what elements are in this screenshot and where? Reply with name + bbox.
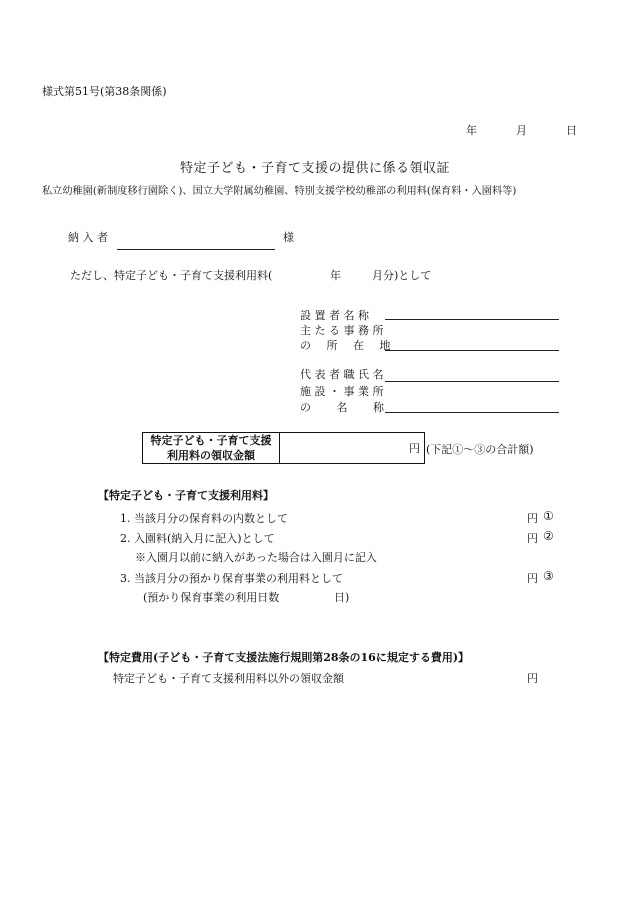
section1-days-text: (預かり保育事業の利用日数 — [143, 591, 280, 604]
facility-name-label: の 名 称 — [300, 401, 384, 414]
location-line — [385, 350, 559, 351]
installer-name-line — [385, 319, 559, 320]
receipt-amount-box — [142, 432, 425, 464]
receipt-amount-label-line1: 特定子ども・子育て支援 — [150, 434, 272, 447]
payer-name-line — [117, 249, 275, 250]
section2-heading: 【特定費用(子ども・子育て支援法施行規則第28条の16に規定する費用)】 — [98, 651, 470, 664]
receipt-amount-value-cell — [280, 433, 425, 464]
section1-item1-marker: ① — [543, 509, 554, 523]
receipt-amount-currency: 円 — [409, 442, 420, 455]
section1-item2-marker: ② — [543, 529, 554, 543]
section1-item3-currency: 円 — [527, 572, 538, 585]
form-number: 様式第51号(第38条関係) — [42, 85, 167, 98]
date-day-label: 日 — [566, 124, 577, 137]
section1-heading: 【特定子ども・子育て支援利用料】 — [98, 489, 274, 502]
section1-item2-currency: 円 — [527, 532, 538, 545]
section1-item1-currency: 円 — [527, 512, 538, 525]
payer-honorific: 様 — [283, 231, 294, 244]
proviso-month-suffix: 月分)として — [372, 269, 432, 282]
document-subtitle: 私立幼稚園(新制度移行園除く)、国立大学附属幼稚園、特別支援学校幼稚部の利用料(保育料・入園料等) — [42, 186, 517, 197]
section1-days-suffix: 日) — [334, 591, 350, 604]
proviso-year: 年 — [330, 269, 341, 282]
representative-line — [385, 381, 559, 382]
location-label: の 所 在 地 — [300, 339, 391, 352]
section1-note: ※入園月以前に納入があった場合は入園月に記入 — [135, 551, 377, 564]
facility-name-line — [385, 412, 559, 413]
facility-label: 施 設 ・ 事 業 所 — [300, 385, 384, 398]
date-year-label: 年 — [466, 124, 477, 137]
section1-item2-text: 2. 入園料(納入月に記入)として — [120, 532, 275, 545]
document-title: 特定子ども・子育て支援の提供に係る領収証 — [179, 161, 450, 176]
receipt-amount-label — [143, 433, 280, 464]
proviso-prefix: ただし、特定子ども・子育て支援利用料( — [70, 269, 273, 282]
section1-item3-marker: ③ — [543, 569, 554, 583]
installer-name-label: 設 置 者 名 称 — [300, 309, 369, 322]
main-office-label: 主 た る 事 務 所 — [300, 324, 384, 337]
representative-label: 代 表 者 職 氏 名 — [300, 368, 384, 381]
receipt-amount-note: (下記①～③の合計額) — [426, 443, 534, 456]
receipt-amount-label-line2: 利用料の領収金額 — [167, 449, 255, 462]
section2-item-text: 特定子ども・子育て支援利用料以外の領収金額 — [113, 672, 344, 685]
section1-item1-text: 1. 当該月分の保育料の内数として — [120, 512, 288, 525]
section2-item-currency: 円 — [527, 672, 538, 685]
payer-label: 納 入 者 — [68, 231, 108, 244]
section1-item3-text: 3. 当該月分の預かり保育事業の利用料として — [120, 572, 343, 585]
date-month-label: 月 — [516, 124, 527, 137]
